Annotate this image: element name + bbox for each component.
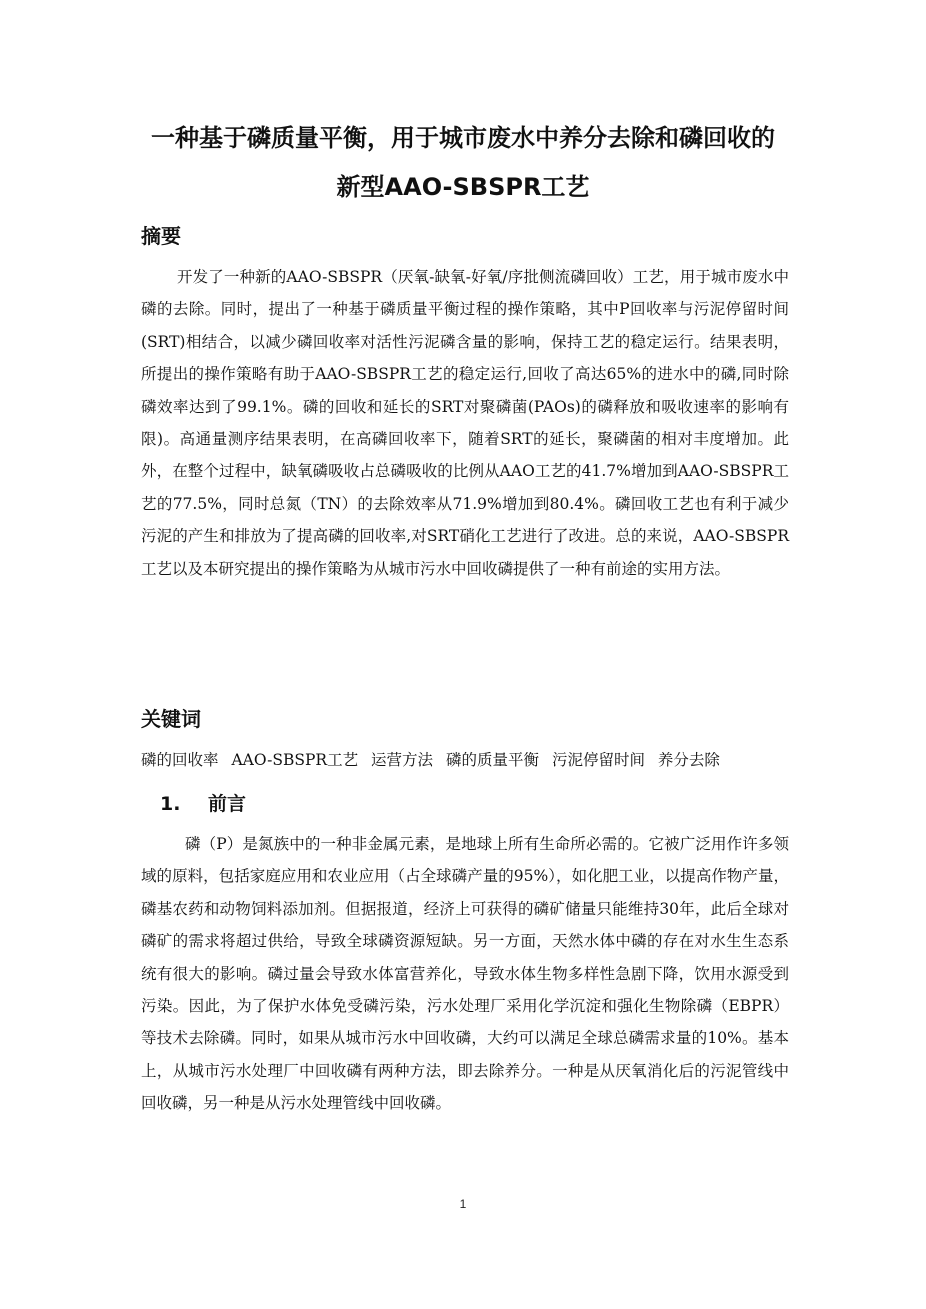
section-title: 前言 bbox=[208, 793, 247, 815]
section-number: 1. bbox=[160, 793, 181, 815]
abstract-heading: 摘要 bbox=[141, 224, 181, 248]
paper-title-line-2: 新型AAO-SBSPR工艺 bbox=[336, 173, 590, 201]
keywords-list bbox=[141, 746, 801, 774]
keyword-item: 磷的质量平衡 bbox=[445, 751, 539, 769]
abstract-text: 开发了一种新的AAO-SBSPR（厌氧-缺氧-好氧/序批侧流磷回收）工艺，用于城市废水中磷的去除。同时，提出了一种基于磷质量平衡过程的操作策略，其中P回收率与污泥停留时间(SRT)相结合，以减少磷回收率对活性污泥磷含量的影响，保持工艺的稳定运行。结果表明，所提出的操作策略有助于AAO-SBSPR工艺的稳定运行,回收了高达65%的进水中的磷,同时除磷效率达到了99.1%。磷的回收和延长的SRT对聚磷菌(PAOs)的磷释放和吸收速率的影响有限)。高通量测序结果表明，在高磷回收率下，随着SRT的延长，聚磷菌的相对丰度增加。此外，在整个过程中，缺氧磷吸收占总磷吸收的比例从AAO工艺的41.7%增加到AAO-SBSPR工艺的77.5%，同时总氮（TN）的去除效率从71.9%增加到80.4%。磷回收工艺也有利于减少污泥的产生和排放为了提高磷的回收率,对SRT硝化工艺进行了改进。总的来说，AAO-SBSPR工艺以及本研究提出的操作策略为从城市污水中回收磷提供了一种有前途的实用方法。 bbox=[141, 268, 789, 578]
keyword-item: AAO-SBSPR工艺 bbox=[231, 751, 359, 769]
keywords-heading: 关键词 bbox=[141, 707, 201, 731]
keyword-item: 运营方法 bbox=[371, 751, 434, 769]
paper-title-line-1: 一种基于磷质量平衡，用于城市废水中养分去除和磷回收的 bbox=[151, 124, 775, 152]
keyword-item: 污泥停留时间 bbox=[551, 751, 645, 769]
keyword-item: 磷的回收率 bbox=[141, 751, 219, 769]
section-1-heading bbox=[160, 790, 246, 818]
keyword-item: 养分去除 bbox=[657, 751, 720, 769]
introduction-text: 磷（P）是氮族中的一种非金属元素，是地球上所有生命所必需的。它被广泛用作许多领域的原料，包括家庭应用和农业应用（占全球磷产量的95%），如化肥工业，以提高作物产量，磷基农药和动物饲料添加剂。但据报道，经济上可获得的磷矿储量只能维持30年，此后全球对磷矿的需求将超过供给，导致全球磷资源短缺。另一方面，天然水体中磷的存在对水生生态系统有很大的影响。磷过量会导致水体富营养化，导致水体生物多样性急剧下降，饮用水源受到污染。因此，为了保护水体免受磷污染，污水处理厂采用化学沉淀和强化生物除磷（EBPR）等技术去除磷。同时，如果从城市污水中回收磷，大约可以满足全球总磷需求量的10%。基本上，从城市污水处理厂中回收磷有两种方法，即去除养分。一种是从厌氧消化后的污泥管线中回收磷，另一种是从污水处理管线中回收磷。 bbox=[141, 835, 789, 1113]
page-number: 1 bbox=[459, 1197, 467, 1211]
